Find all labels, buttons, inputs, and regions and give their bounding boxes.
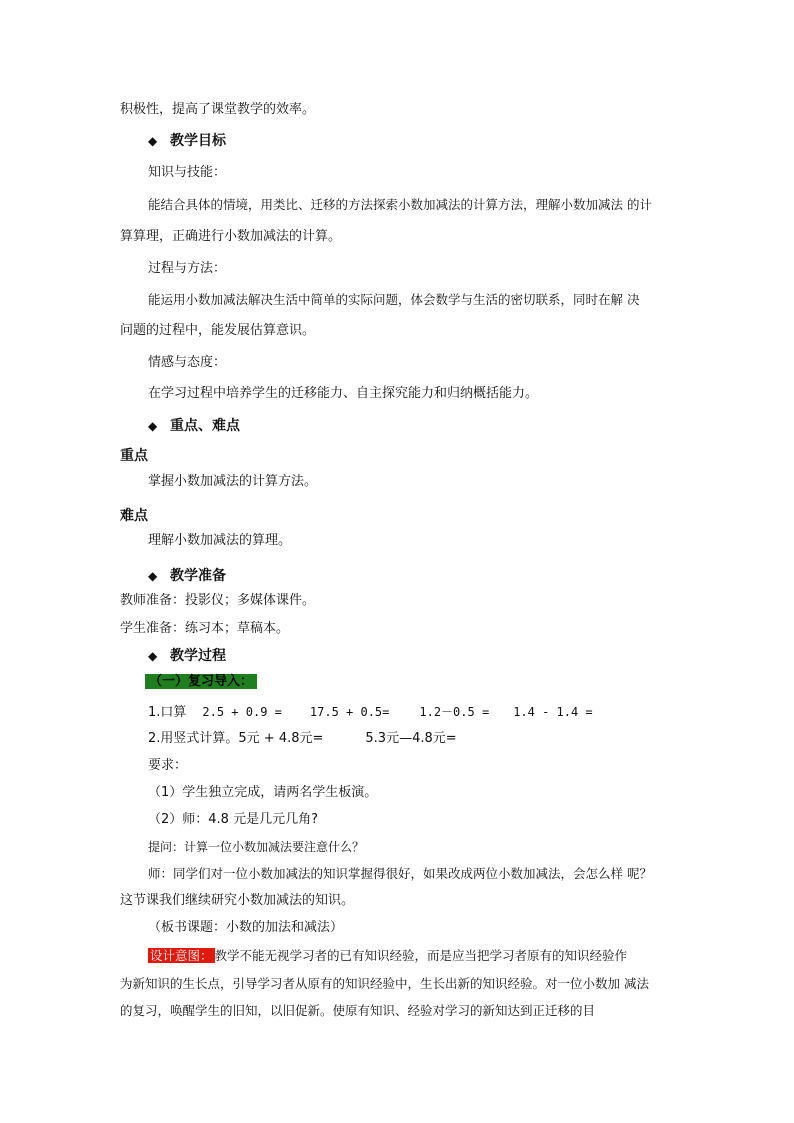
diamond-bullet-icon: ◆ <box>148 649 158 663</box>
question-2-row <box>148 730 457 748</box>
review-title-highlight: （一）复习导入： <box>145 674 257 689</box>
review-title <box>145 673 257 691</box>
design-line-1: 设计意图： 教学不能无视学习者的已有知识经验，而是应当把学习者原有的知识经验作 <box>150 948 628 963</box>
process-label: 过程与方法： <box>148 261 227 276</box>
teacher-line-1: 师：同学们对一位小数加减法的知识掌握得很好，如果改成两位小数加减法，会怎么样 呢？ <box>148 866 652 881</box>
question-1-row <box>148 703 593 722</box>
difficulty-text: 理解小数加减法的算理。 <box>148 533 292 548</box>
emotion-line-1: 在学习过程中培养学生的迁移能力、自主探究能力和归纳概括能力。 <box>148 386 539 401</box>
board-topic: （板书课题：小数的加法和减法） <box>148 920 344 935</box>
question-prompt: 提问：计算一位小数加减法要注意什么？ <box>148 840 365 854</box>
section-heading-process: ◆ 教学过程 <box>148 648 226 664</box>
question-1-a: 2.5 + 0.9 = <box>202 705 282 719</box>
knowledge-line-2: 算算理，正确进行小数加减法的计算。 <box>120 229 342 244</box>
question-1-d: 1.4 - 1.4 = <box>513 705 593 719</box>
process-line-2: 问题的过程中，能发展估算意识。 <box>120 323 316 338</box>
key-label: 重点 <box>120 448 148 464</box>
student-prep: 学生准备：练习本；草稿本。 <box>120 621 290 636</box>
diamond-bullet-icon: ◆ <box>148 419 158 433</box>
diamond-bullet-icon: ◆ <box>148 134 158 148</box>
question-1-b: 17.5 + 0.5= <box>309 705 390 719</box>
requirement-1: （1）学生独立完成，请两名学生板演。 <box>148 785 378 800</box>
knowledge-line-1: 能结合具体的情境，用类比、迁移的方法探索小数加减法的计算方法，理解小数加减法 的计 <box>148 197 652 212</box>
diamond-bullet-icon: ◆ <box>148 569 158 583</box>
paragraph-intro-end: 积极性，提高了课堂教学的效率。 <box>120 102 316 117</box>
teacher-line-2: 这节课我们继续研究小数加减法的知识。 <box>120 893 355 908</box>
design-intent-label: 设计意图： <box>150 948 213 963</box>
section-heading-goal: ◆ 教学目标 <box>148 133 226 149</box>
requirement-2: （2）师：4.8 元是几元几角? <box>148 812 318 827</box>
key-text: 掌握小数加减法的计算方法。 <box>148 474 318 489</box>
emotion-label: 情感与态度： <box>148 355 227 370</box>
question-1-label: 1.口算 <box>148 705 187 720</box>
question-1-c: 1.2－0.5 = <box>419 705 490 719</box>
design-line-3: 的复习，唤醒学生的旧知，以旧促新。使原有知识、经验对学习的新知达到正迁移的目 <box>120 1003 596 1018</box>
requirements-label: 要求： <box>148 758 188 773</box>
question-2-a: 2.用竖式计算。5元 + 4.8元= <box>148 731 324 746</box>
design-line-2: 为新知识的生长点，引导学习者从原有的知识经验中，生长出新的知识经验。对一位小数加 减法 <box>120 976 649 991</box>
question-2-b: 5.3元—4.8元= <box>365 731 457 746</box>
section-heading-key: ◆ 重点、难点 <box>148 418 240 434</box>
knowledge-label: 知识与技能： <box>148 165 227 180</box>
process-line-1: 能运用小数加减法解决生活中简单的实际问题，体会数学与生活的密切联系，同时在解 决 <box>148 292 640 307</box>
teacher-prep: 教师准备：投影仪；多媒体课件。 <box>120 593 316 608</box>
difficulty-label: 难点 <box>120 508 148 524</box>
section-heading-prep: ◆ 教学准备 <box>148 568 226 584</box>
